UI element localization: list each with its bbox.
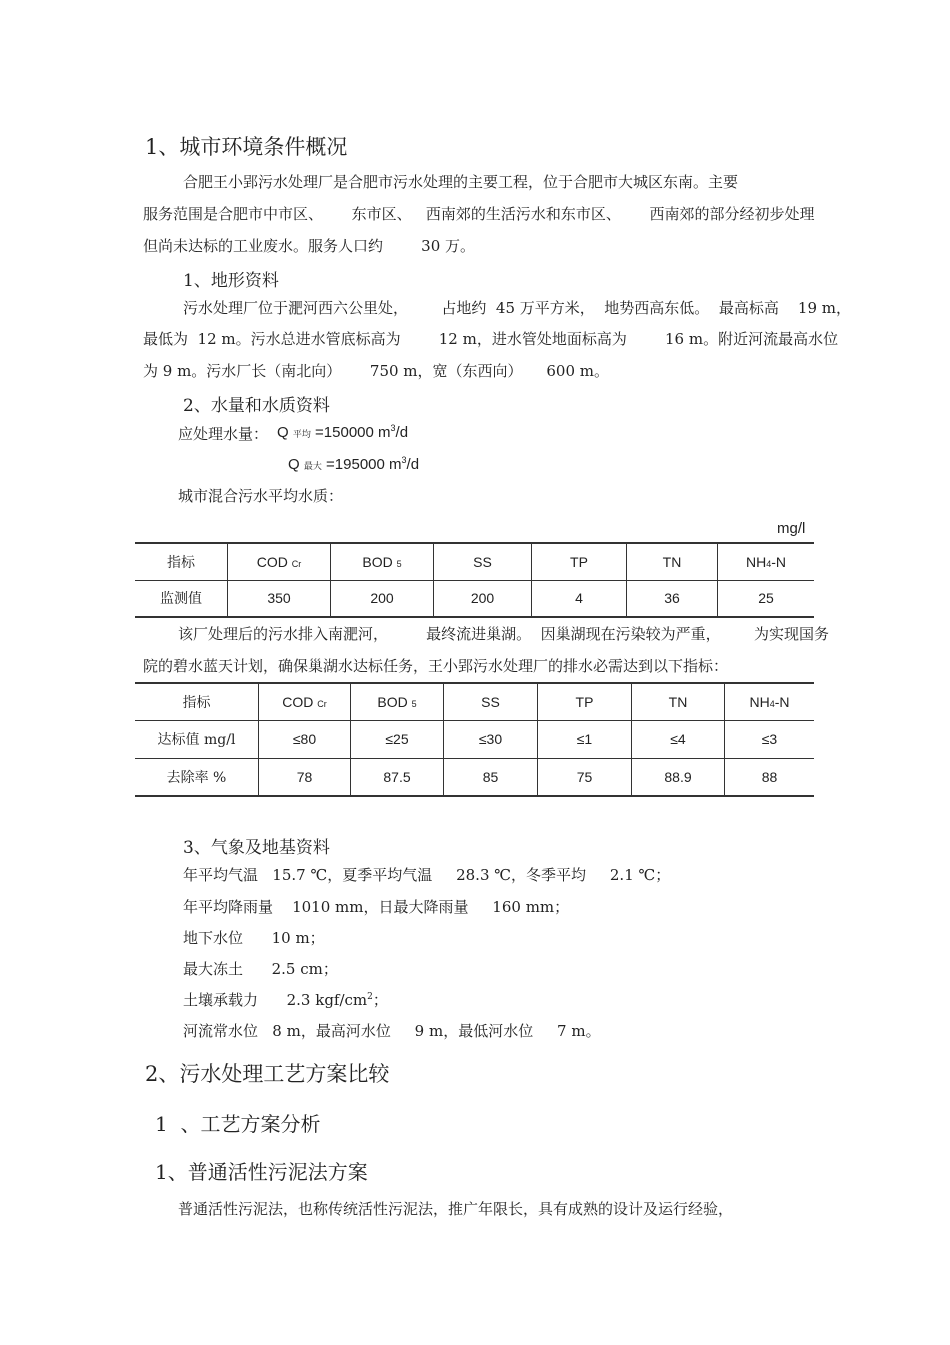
water-heading: 2、水量和水质资料 bbox=[183, 396, 330, 416]
table-cell: 200 bbox=[331, 580, 434, 617]
terrain-line-3: 为 9 m。污水厂长（南北向） 750 m，宽（东西向） 600 m。 bbox=[143, 362, 609, 380]
terrain-heading: 1、地形资料 bbox=[183, 271, 279, 291]
intro-line-3: 但尚未达标的工业废水。服务人口约 30 万。 bbox=[143, 237, 476, 255]
header-cell: BOD 5 bbox=[351, 683, 444, 720]
table-cell: ≤3 bbox=[725, 720, 815, 758]
header-cell: TP bbox=[538, 683, 632, 720]
table-cell: 25 bbox=[718, 580, 815, 617]
table-row bbox=[135, 720, 814, 758]
header-cell: TP bbox=[532, 543, 627, 580]
discharge-line-1: 该厂处理后的污水排入南淝河， 最终流进巢湖。 因巢湖现在污染较为严重， 为实现国务 bbox=[178, 625, 830, 643]
header-cell: 指标 bbox=[135, 683, 259, 720]
q-maximum: Q 最大 =195000 $m^3/d$ bbox=[288, 455, 420, 473]
intro-line-2: 服务范围是合肥市中市区、 东市区、 西南郊的生活污水和东市区、 西南郊的部分经初步处理 bbox=[143, 205, 815, 223]
header-cell: TN bbox=[632, 683, 725, 720]
climate-line-4: 最大冻土 2.5 cm； bbox=[183, 960, 338, 978]
subsection-title: 1、普通活性污泥法方案 bbox=[155, 1160, 368, 1184]
subsection-title: 1 、工艺方案分析 bbox=[155, 1112, 321, 1136]
header-cell: COD Cr bbox=[228, 543, 331, 580]
discharge-standard-table bbox=[135, 682, 814, 797]
water-quality-table bbox=[135, 542, 814, 618]
table-row bbox=[135, 580, 814, 617]
paragraph: 普通活性污泥法，也称传统活性污泥法，推广年限长，具有成熟的设计及运行经验， bbox=[178, 1200, 734, 1218]
table-cell: 4 bbox=[532, 580, 627, 617]
header-cell: NH4-N bbox=[718, 543, 815, 580]
table-cell: 350 bbox=[228, 580, 331, 617]
table-row bbox=[135, 758, 814, 796]
table-cell: 200 bbox=[434, 580, 532, 617]
header-cell: COD Cr bbox=[259, 683, 351, 720]
terrain-line-1: 污水处理厂位于淝河西六公里处， 占地约 45 万平方米， 地势西高东低。 最高标高 19 m， bbox=[183, 299, 851, 317]
table-cell: 36 bbox=[627, 580, 718, 617]
soil-capacity: 土壤承载力 2.3 kgf/$cm^2$； bbox=[183, 991, 388, 1009]
unit-label: mg/l bbox=[777, 520, 806, 537]
header-cell: BOD 5 bbox=[331, 543, 434, 580]
table-cell: 88 bbox=[725, 758, 815, 796]
section-title: 1、城市环境条件概况 bbox=[145, 135, 348, 159]
table-cell: ≤4 bbox=[632, 720, 725, 758]
header-cell: NH4-N bbox=[725, 683, 815, 720]
climate-line-1: 年平均气温 15.7 ℃，夏季平均气温 28.3 ℃，冬季平均 2.1 ℃； bbox=[183, 866, 671, 884]
table-cell: 75 bbox=[538, 758, 632, 796]
table-cell: 88.9 bbox=[632, 758, 725, 796]
intro-line-1: 合肥王小郢污水处理厂是合肥市污水处理的主要工程，位于合肥市大城区东南。主要 bbox=[183, 173, 739, 191]
flow-label: 应处理水量： bbox=[178, 425, 269, 443]
header-cell: SS bbox=[444, 683, 538, 720]
table-cell: 87.5 bbox=[351, 758, 444, 796]
table-cell: ≤25 bbox=[351, 720, 444, 758]
table-cell: 85 bbox=[444, 758, 538, 796]
section-title: 2、污水处理工艺方案比较 bbox=[145, 1062, 390, 1086]
table-header-row bbox=[135, 543, 814, 580]
table-cell: 78 bbox=[259, 758, 351, 796]
table-cell: ≤30 bbox=[444, 720, 538, 758]
table-cell: ≤1 bbox=[538, 720, 632, 758]
terrain-line-2: 最低为 12 m。污水总进水管底标高为 12 m，进水管处地面标高为 16 m。附近河流最高水位 bbox=[143, 330, 839, 348]
quality-label: 城市混合污水平均水质： bbox=[178, 487, 344, 505]
header-cell: SS bbox=[434, 543, 532, 580]
row-label: 监测值 bbox=[135, 580, 228, 617]
q-average: Q 平均 =150000 $m^3/d$ bbox=[277, 423, 409, 441]
climate-heading: 3、气象及地基资料 bbox=[183, 838, 330, 858]
header-cell: TN bbox=[627, 543, 718, 580]
row-label: 达标值 mg/l bbox=[135, 720, 259, 758]
table-cell: ≤80 bbox=[259, 720, 351, 758]
climate-line-2: 年平均降雨量 1010 mm，日最大降雨量 160 mm； bbox=[183, 898, 570, 916]
row-label: 去除率 % bbox=[135, 758, 259, 796]
discharge-line-2: 院的碧水蓝天计划，确保巢湖水达标任务，王小郢污水处理厂的排水必需达到以下指标： bbox=[143, 657, 729, 675]
climate-line-3: 地下水位 10 m； bbox=[183, 929, 325, 947]
header-cell: 指标 bbox=[135, 543, 228, 580]
river-levels: 河流常水位 8 m，最高河水位 9 m，最低河水位 7 m。 bbox=[183, 1022, 601, 1040]
table-header-row bbox=[135, 683, 814, 720]
